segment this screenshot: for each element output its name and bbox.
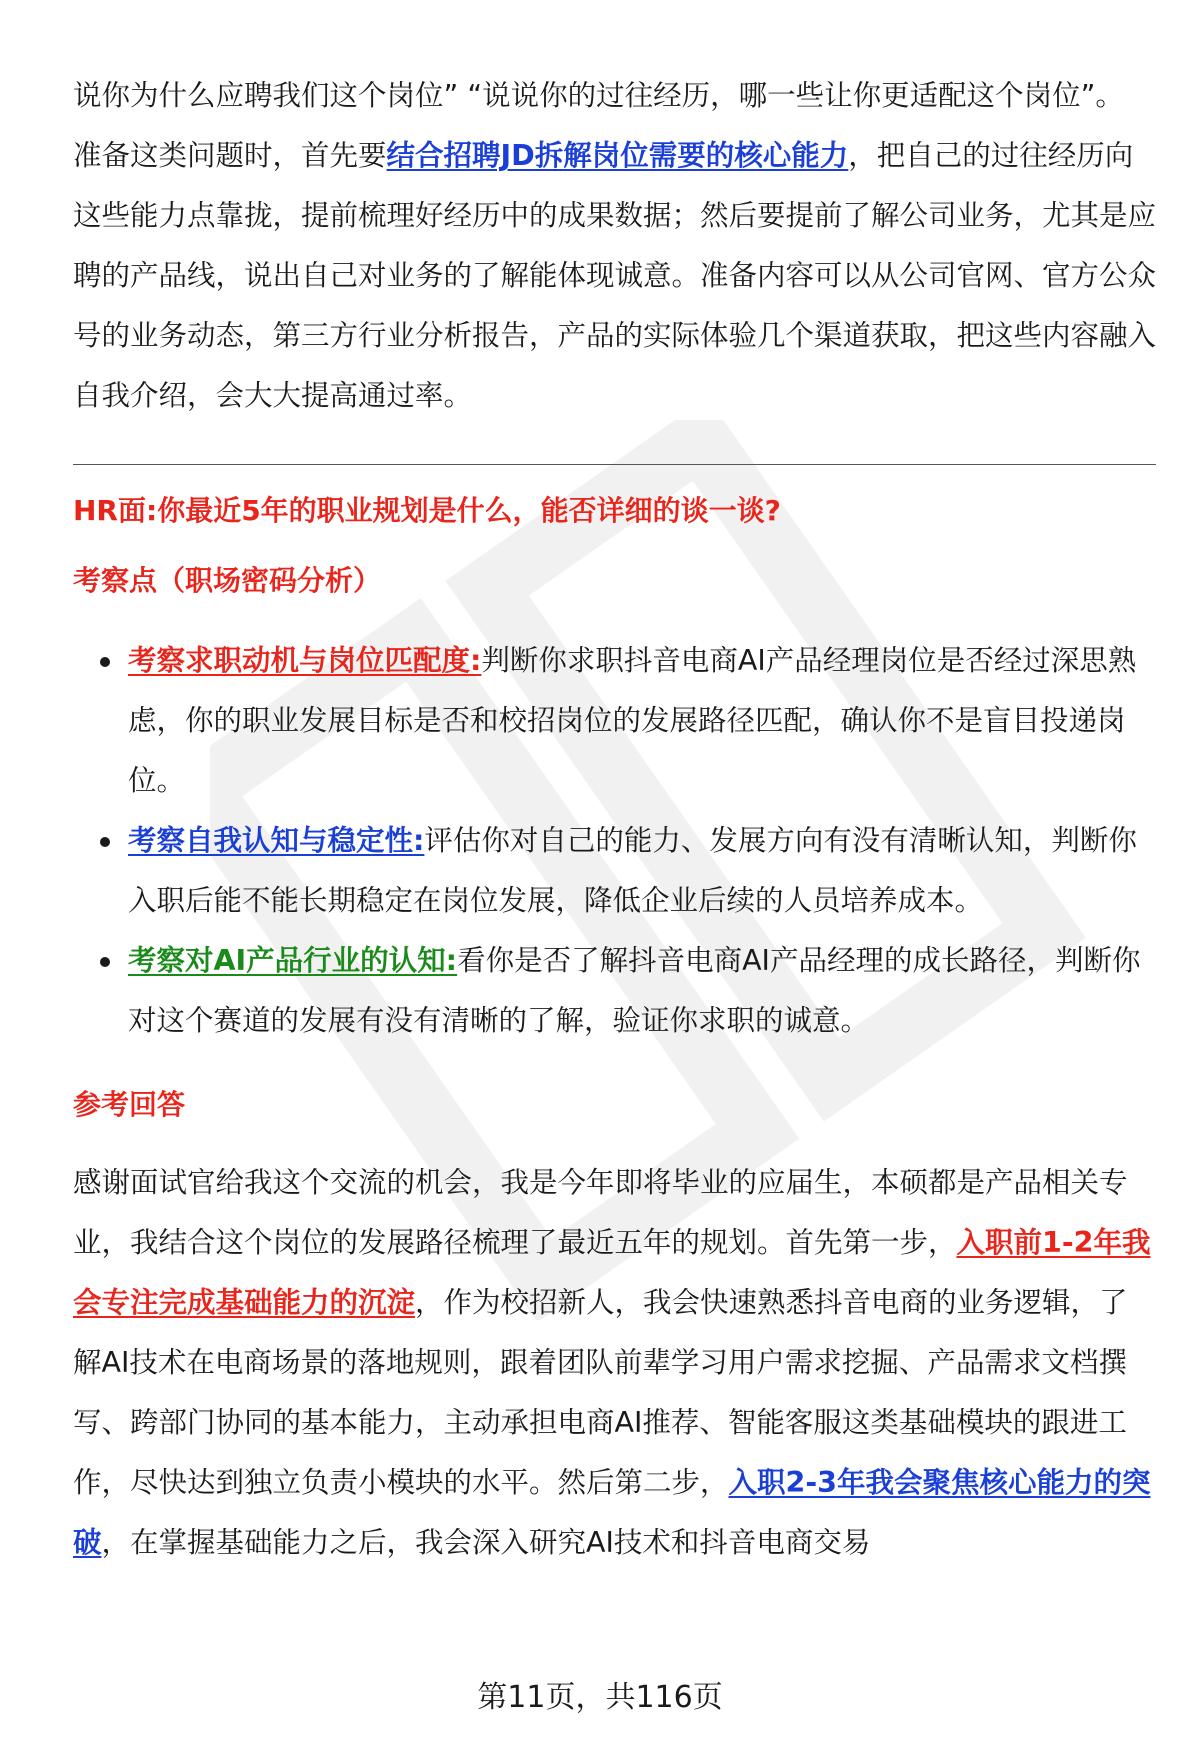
bullet-icon [100, 837, 110, 847]
reference-heading: 参考回答 [73, 1088, 186, 1121]
bullet-icon [100, 657, 110, 667]
answer-highlight-red: 入职前1-2年我会专注完成基础能力的沉淀 [73, 1226, 1151, 1319]
question-title: HR面:你最近5年的职业规划是什么，能否详细的谈一谈? [73, 494, 781, 527]
analysis-heading: 考察点（职场密码分析） [73, 564, 382, 597]
bullet-icon [100, 957, 110, 967]
answer-text: ，在掌握基础能力之后，我会深入研究AI技术和抖音电商交易 [101, 1526, 871, 1559]
list-item [73, 631, 1156, 811]
prep-highlight: 结合招聘JD拆解岗位需要的核心能力 [386, 139, 849, 172]
intro-paragraph [73, 66, 1156, 126]
intro-line: 说你为什么应聘我们这个岗位” “说说你的过往经历，哪一些让你更适配这个岗位”。 [73, 79, 1124, 112]
list-item [73, 811, 1156, 931]
point-text: 评估你对自己的能力、发展方向有没有清晰认知，判断你入职后能不能长期稳定在岗位发展，降低企业后续的人员培养成本。 [128, 824, 1137, 917]
point-label: 考察对AI产品行业的认知: [128, 944, 458, 977]
document-page [73, 66, 1156, 1573]
point-text: 判断你求职抖音电商AI产品经理岗位是否经过深思熟虑，你的职业发展目标是否和校招岗位的发展路径匹配，确认你不是盲目投递岗位。 [128, 644, 1137, 797]
point-label: 考察求职动机与岗位匹配度: [128, 644, 482, 677]
section-divider [73, 464, 1156, 465]
answer-text: ，作为校招新人，我会快速熟悉抖音电商的业务逻辑，了解AI技术在电商场景的落地规则，跟着团队前辈学习用户需求挖掘、产品需求文档撰写、跨部门协同的基本能力，主动承担电商AI推荐、智能客服这类基础模块的跟进工作，尽快达到独立负责小模块的水平。然后第二步， [73, 1286, 1128, 1499]
answer-highlight-blue: 入职2-3年我会聚焦核心能力的突破 [73, 1466, 1151, 1559]
prep-text-before: 准备这类问题时，首先要 [73, 139, 387, 172]
answer-text: 感谢面试官给我这个交流的机会，我是今年即将毕业的应届生，本硕都是产品相关专业，我结合这个岗位的发展路径梳理了最近五年的规划。首先第一步， [73, 1166, 1128, 1259]
point-label: 考察自我认知与稳定性: [128, 824, 425, 857]
answer-paragraph [73, 1153, 1156, 1573]
prep-paragraph [73, 126, 1156, 426]
prep-text-after: ，把自己的过往经历向这些能力点靠拢，提前梳理好经历中的成果数据；然后要提前了解公司业务，尤其是应聘的产品线，说出自己对业务的了解能体现诚意。准备内容可以从公司官网、官方公众号的业务动态，第三方行业分析报告，产品的实际体验几个渠道获取，把这些内容融入自我介绍，会大大提高通过率。 [73, 139, 1157, 412]
analysis-points [73, 631, 1156, 1051]
list-item [73, 931, 1156, 1051]
page-number: 第11页，共116页 [477, 1680, 723, 1715]
point-text: 看你是否了解抖音电商AI产品经理的成长路径，判断你对这个赛道的发展有没有清晰的了解，验证你求职的诚意。 [128, 944, 1141, 1037]
